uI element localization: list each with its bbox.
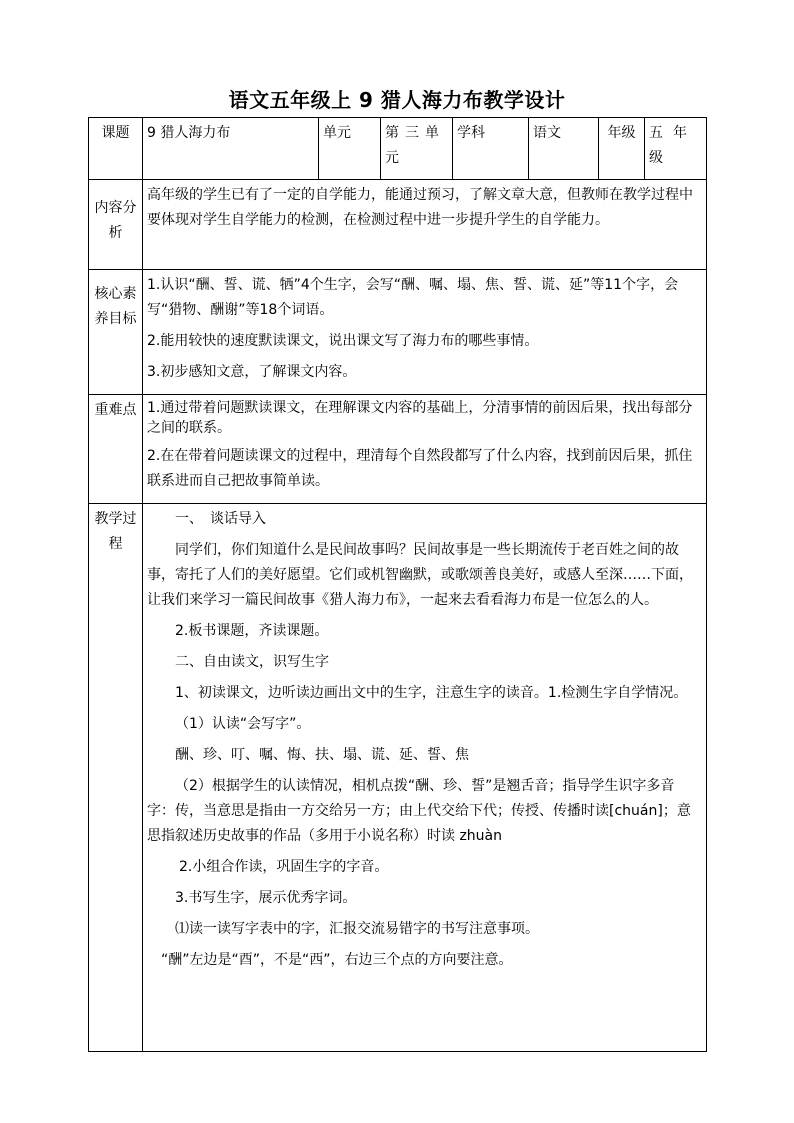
lesson-label: 课题 <box>89 118 143 180</box>
content-analysis-text: 高年级的学生已有了一定的自学能力，能通过预习，了解文章大意，但教师在教学过程中要体现对学生自学能力的检测，在检测过程中进一步提升学生的自学能力。 <box>143 180 707 270</box>
board-step: 2.板书课题，齐读课题。 <box>175 623 329 639</box>
recognize-step: （1）认读“会写字”。 <box>175 716 311 732</box>
unit-value: 第三单元 <box>381 118 453 180</box>
key-point-item: 2.在在带着问题读课文的过程中，理清每个自然段都写了什么内容，找到前因后果，抓住联系进而自己把故事简单读。 <box>147 448 693 489</box>
guide-paragraph: （2）根据学生的认读情况，相机点拨“酬、珍、誓”是翘舌音；指导学生识字多音字：传，当意思是指由一方交给另一方；由上代交给下代；传授、传播时读[chuán]；意思指叙述历史故事的作品（多用于小说名称）时读 zhuàn <box>147 778 691 844</box>
write-substep: ⑴读一读写字表中的字，汇报交流易错字的书写注意事项。 <box>175 921 539 937</box>
lesson-value: 9 猎人海力布 <box>143 118 319 180</box>
header-row <box>89 118 707 180</box>
process-label: 教学过程 <box>89 504 143 1052</box>
core-goal-item: 2.能用较快的速度默读课文，说出课文写了海力布的哪些事情。 <box>147 333 539 349</box>
key-points-label: 重难点 <box>89 395 143 504</box>
first-read-step: 1、初读课文，边听读边画出文中的生字，注意生字的读音。1.检测生字自学情况。 <box>175 685 688 701</box>
note-paragraph: “酬”左边是“酉”，不是“西”，右边三个点的方向要注意。 <box>161 952 513 968</box>
process-cell <box>143 504 707 1052</box>
content-analysis-label: 内容分析 <box>89 180 143 270</box>
core-goal-item: 3.初步感知文意，了解课文内容。 <box>147 364 357 380</box>
document-title: 语文五年级上 9 猎人海力布教学设计 <box>228 88 566 112</box>
key-points-row <box>89 395 707 504</box>
key-point-item: 1.通过带着问题默读课文，在理解课文内容的基础上，分清事情的前因后果，找出每部分之间的联系。 <box>147 400 693 436</box>
core-goals-label: 核心素养目标 <box>89 270 143 395</box>
key-points-cell <box>143 395 707 504</box>
process-row <box>89 504 707 1052</box>
subject-label: 学科 <box>453 118 529 180</box>
section-heading: 一、 谈话导入 <box>175 511 266 527</box>
section-heading: 二、自由读文，识写生字 <box>175 654 329 670</box>
intro-paragraph: 同学们，你们知道什么是民间故事吗？民间故事是一些长期流传于老百姓之间的故事，寄托了人们的美好愿望。它们或机智幽默，或歌颂善良美好，或感人至深……下面，让我们来学习一篇民间故事《猎人海力布》，一起来去看看海力布是一位怎么的人。 <box>147 542 693 608</box>
grade-value: 五年级 <box>645 118 707 180</box>
lesson-plan-table <box>88 117 707 1052</box>
content-analysis-row <box>89 180 707 270</box>
group-step: 2.小组合作读，巩固生字的字音。 <box>179 859 389 875</box>
subject-value: 语文 <box>529 118 599 180</box>
unit-label: 单元 <box>319 118 381 180</box>
write-step: 3.书写生字，展示优秀字词。 <box>175 890 357 906</box>
core-goals-cell <box>143 270 707 395</box>
grade-label: 年级 <box>599 118 645 180</box>
char-list: 酬、珍、叮、嘱、悔、扶、塌、谎、延、誓、焦 <box>175 747 469 763</box>
core-goals-row <box>89 270 707 395</box>
core-goal-item: 1.认识“酬、誓、谎、牺”4个生字，会写“酬、嘱、塌、焦、誓、谎、延”等11个字，会写“猎物、酬谢”等18个词语。 <box>147 277 679 318</box>
